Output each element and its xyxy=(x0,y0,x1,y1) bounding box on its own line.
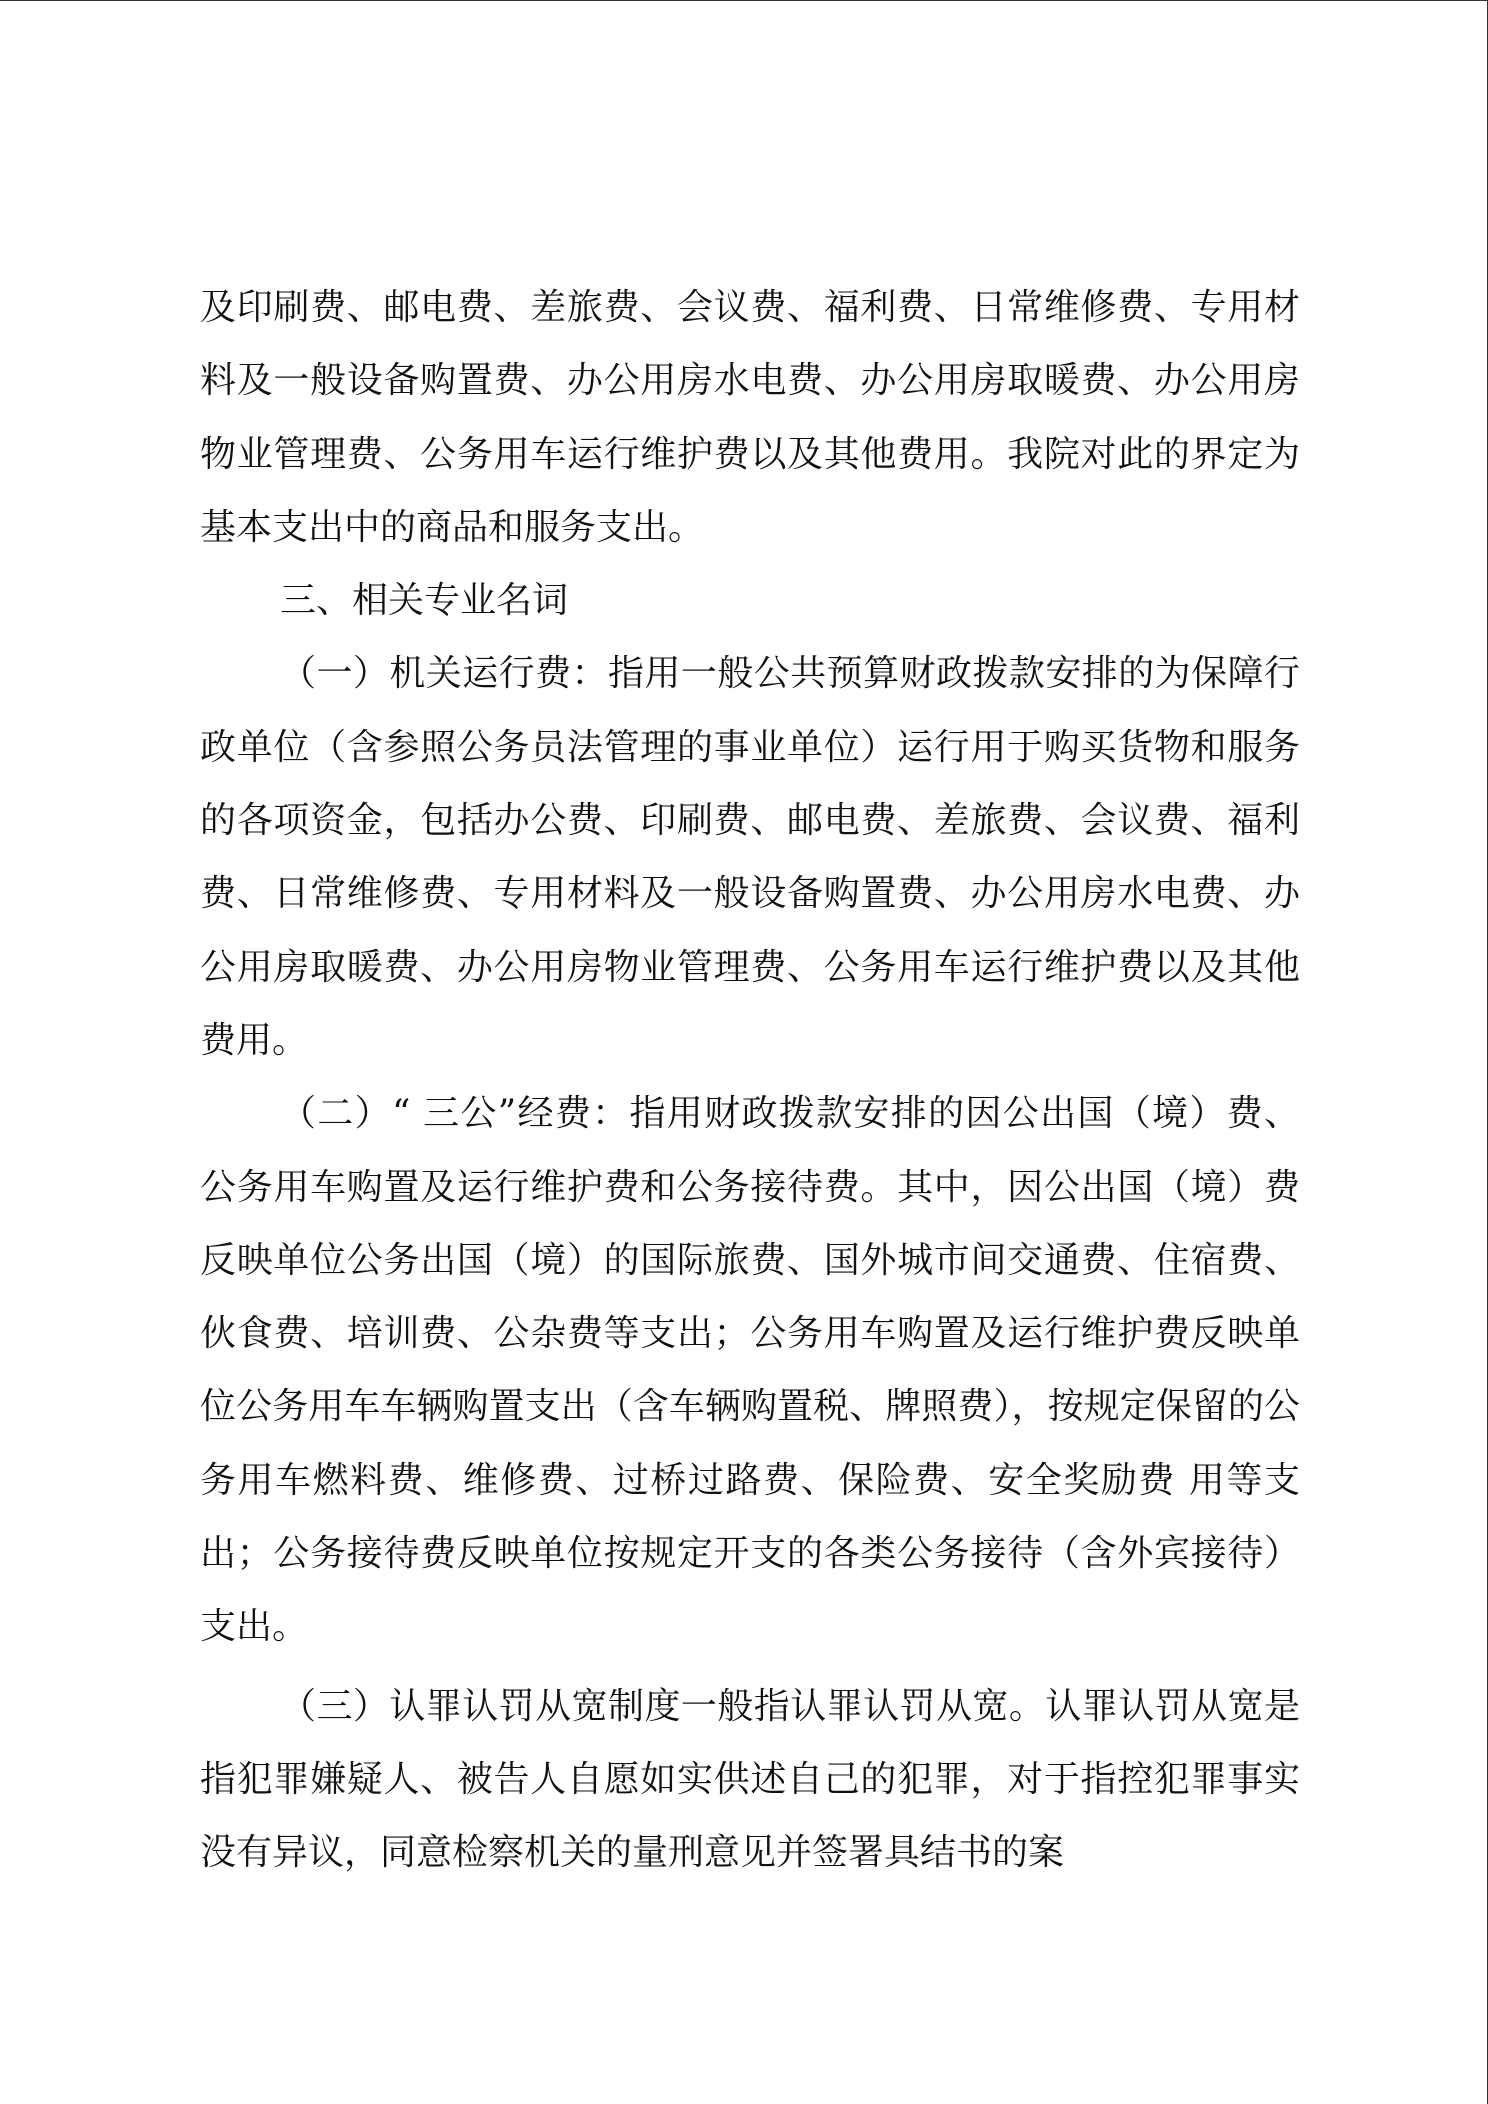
paragraph-term-plea-leniency: （三）认罪认罚从宽制度一般指认罪认罚从宽。认罪认罚从宽是指犯罪嫌疑人、被告人自愿如实供述自己的犯罪，对于指控犯罪事实没有异议，同意检察机关的量刑意见并签署具结书的案 xyxy=(200,1685,1300,1874)
paragraph-continuation: 及印刷费、邮电费、差旅费、会议费、福利费、日常维修费、专用材料及一般设备购置费、办公用房水电费、办公用房取暖费、办公用房物业管理费、公务用车运行维护费以及其他费用。我院对此的界定为基本支出中的商品和服务支出。 xyxy=(200,287,1300,548)
section-heading-terms: 三、相关专业名词 xyxy=(280,580,569,622)
paragraph-term-operating-cost: （一）机关运行费：指用一般公共预算财政拨款安排的为保障行政单位（含参照公务员法管理的事业单位）运行用于购买货物和服务的各项资金，包括办公费、印刷费、邮电费、差旅费、会议费、福利费、日常维修费、专用材料及一般设备购置费、办公用房水电费、办公用房取暖费、办公用房物业管理费、公务用车运行维护费以及其他费用。 xyxy=(200,653,1300,1061)
document-body xyxy=(200,271,1300,1890)
paragraph-term-three-public: （二）“ 三公”经费：指用财政拨款安排的因公出国（境）费、公务用车购置及运行维护费和公务接待费。其中，因公出国（境）费反映单位公务出国（境）的国际旅费、国外城市间交通费、住宿费、伙食费、培训费、公杂费等支出；公务用车购置及运行维护费反映单位公务用车车辆购置支出（含车辆购置税、牌照费），按规定保留的公务用车燃料费、维修费、过桥过路费、保险费、安全奖励费 用等支出；公务接待费反映单位按规定开支的各类公务接待（含外宾接待）支出。 xyxy=(200,1093,1300,1648)
